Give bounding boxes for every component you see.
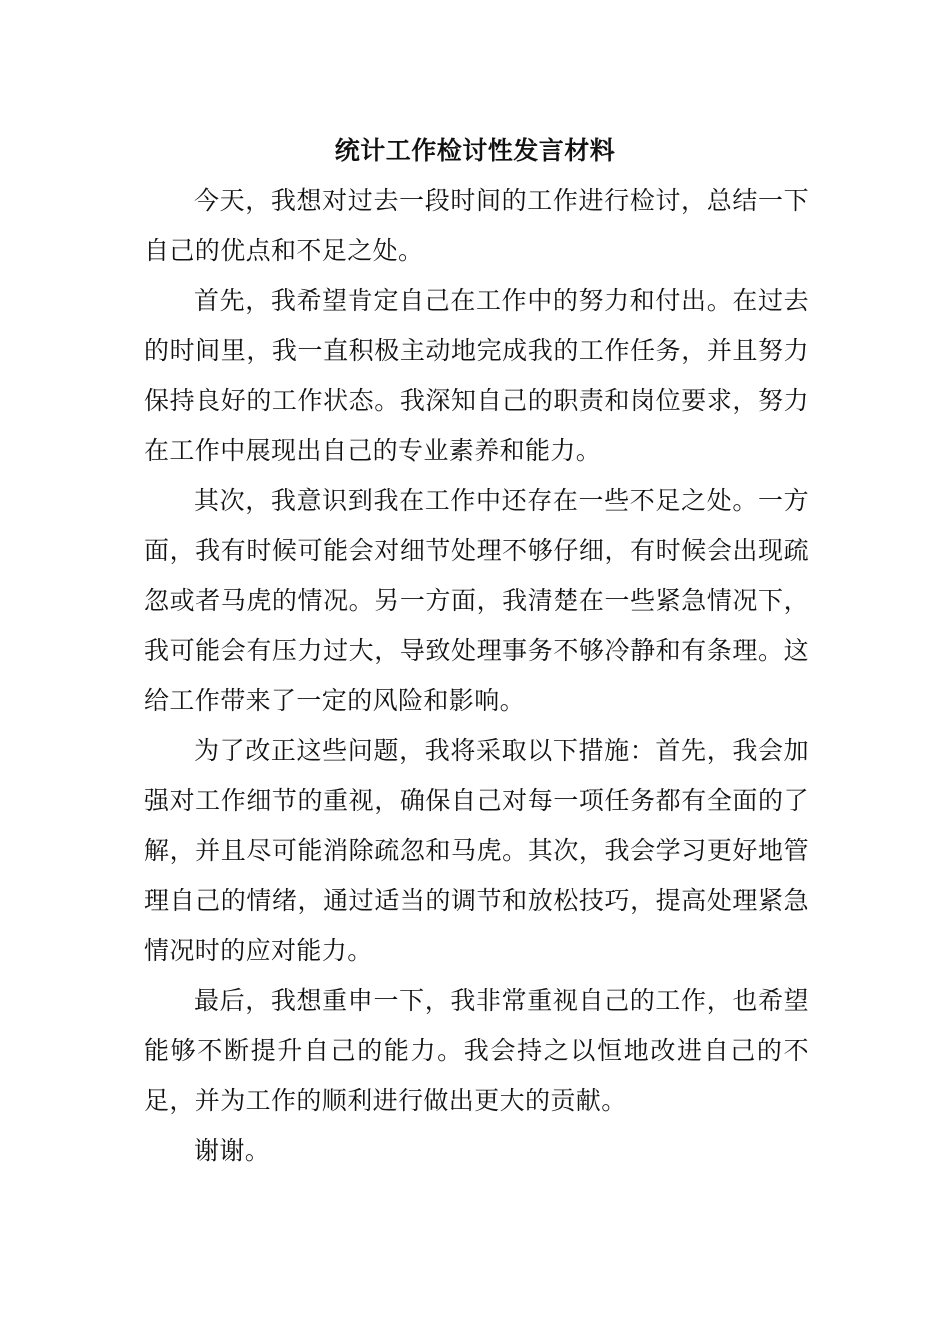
document-body [144, 176, 809, 1176]
paragraph-measures: 为了改正这些问题，我将采取以下措施：首先，我会加强对工作细节的重视，确保自己对每一项任务都有全面的了解，并且尽可能消除疏忽和马虎。其次，我会学习更好地管理自己的情绪，通过适当的调节和放松技巧，提高处理紧急情况时的应对能力。 [144, 736, 809, 965]
paragraph-weaknesses: 其次，我意识到我在工作中还存在一些不足之处。一方面，我有时候可能会对细节处理不够仔细，有时候会出现疏忽或者马虎的情况。另一方面，我清楚在一些紧急情况下，我可能会有压力过大，导致处理事务不够冷静和有条理。这给工作带来了一定的风险和影响。 [144, 486, 809, 715]
document-title: 统计工作检讨性发言材料 [334, 136, 616, 165]
paragraph-thanks: 谢谢。 [194, 1136, 271, 1165]
paragraph-conclusion: 最后，我想重申一下，我非常重视自己的工作，也希望能够不断提升自己的能力。我会持之以恒地改进自己的不足，并为工作的顺利进行做出更大的贡献。 [144, 986, 809, 1115]
paragraph-intro: 今天，我想对过去一段时间的工作进行检讨，总结一下自己的优点和不足之处。 [144, 186, 809, 265]
paragraph-strengths: 首先，我希望肯定自己在工作中的努力和付出。在过去的时间里，我一直积极主动地完成我的工作任务，并且努力保持良好的工作状态。我深知自己的职责和岗位要求，努力在工作中展现出自己的专业素养和能力。 [144, 286, 809, 465]
